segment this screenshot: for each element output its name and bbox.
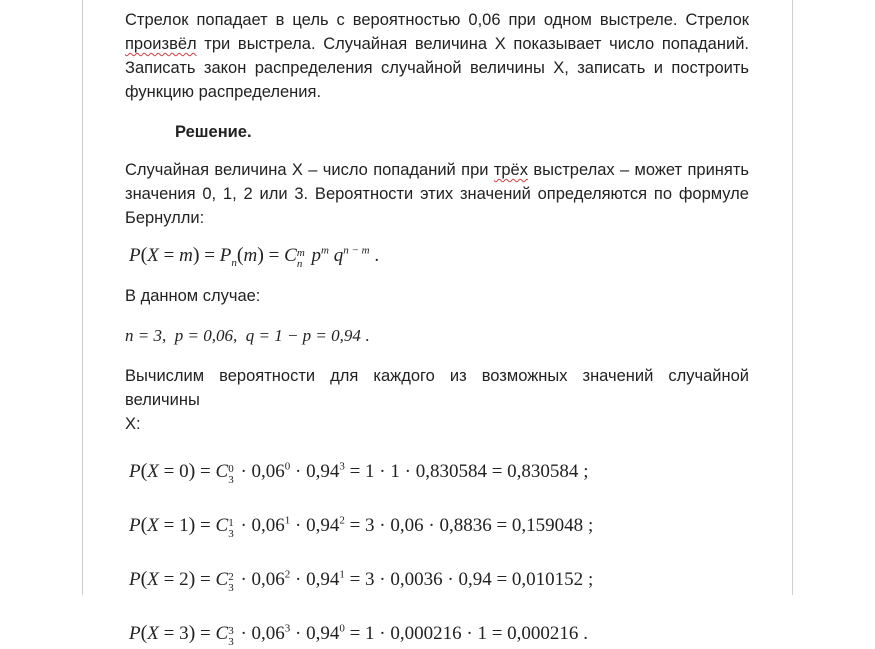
problem-line-4: функцию распределения. [125, 83, 322, 101]
probability-formula-0: P(X = 0) = C 0 3 · $0,06^0 \cdot 0,94^3 = 1 \cdot 1 \cdot 0,830584 = 0,830584$ ; [129, 460, 589, 486]
spellcheck-word[interactable]: трёх [493, 161, 528, 179]
compute-line-1: Вычислим вероятности для каждого из возможных значений случайной величины [125, 367, 749, 409]
intro-paragraph [125, 158, 749, 230]
problem-line-3: Записать закон распределения случайной величины X, записать и построить [125, 59, 749, 77]
compute-paragraph [125, 364, 749, 436]
intro-line-1: Случайная величина X – число попаданий при трёх выстрелах – может принять [125, 161, 749, 179]
problem-statement [125, 8, 749, 104]
intro-line-3: Бернулли: [125, 209, 205, 227]
solution-heading: Решение. [175, 123, 252, 141]
problem-line-2: произвёл три выстрела. Случайная величина X показывает число попаданий. [125, 35, 749, 53]
probability-formula-2: P(X = 2) = C 2 3 · $0,06^2 \cdot 0,94^1 = 3 \cdot 0,0036 \cdot 0,94 = 0,010152$ ; [129, 568, 594, 594]
document-body [125, 8, 749, 648]
page-right-border [792, 0, 793, 595]
parameters-formula: n = 3, p = 0,06, q = 1 − p = 0,94 . [125, 326, 370, 345]
compute-line-2: X: [125, 415, 141, 433]
page-left-border [82, 0, 83, 595]
bernoulli-formula: $P(X = m) = P_n(m) = C$ m n $p^m$ $q^{n - m}$ . [129, 244, 380, 270]
spellcheck-word[interactable]: произвёл [125, 35, 197, 53]
case-label: В данном случае: [125, 287, 261, 305]
probability-formula-3: P(X = 3) = C 3 3 · $0,06^3 \cdot 0,94^0 = 1 \cdot 0,000216 \cdot 1 = 0,000216$ . [129, 622, 588, 648]
probability-formula-1: P(X = 1) = C 1 3 · $0,06^1 \cdot 0,94^2 = 3 \cdot 0,06 \cdot 0,8836 = 0,159048$ ; [129, 514, 594, 540]
probability-list [125, 456, 749, 648]
problem-line-1: Стрелок попадает в цель с вероятностью 0,06 при одном выстреле. Стрелок [125, 11, 749, 29]
intro-line-2: значения 0, 1, 2 или 3. Вероятности этих значений определяются по формуле [125, 185, 749, 203]
